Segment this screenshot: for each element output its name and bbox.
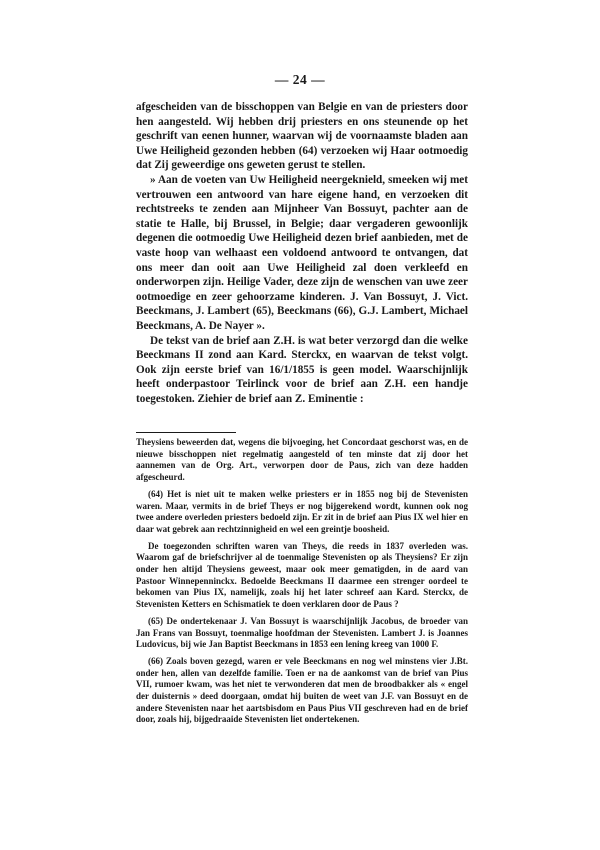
page-number: — 24 — — [274, 72, 326, 87]
footnote-66: (66) Zoals boven gezegd, waren er vele Beeckmans en nog wel minstens vier J.Bt. onder hen, allen van dezelfde familie. Toen er na de aankomst van de brief van Pius VII, rumoer kwam, was het niet te verwonderen dat men de broodbakker als « engel der duisternis » deed doorgaan, omdat hij buiten de weet van J.F. van Bossuyt en de andere Stevenisten naar het aartsbisdom en Paus Pius VII geschreven had en de brief door, zoals hij, bijgedraaide Stevenisten liet ondertekenen. — [136, 655, 468, 725]
footnote-64: (64) Het is niet uit te maken welke priesters er in 1855 nog bij de Stevenisten waren. Maar, vermits in de brief Theys er nog bijgerekend wordt, kunnen ook nog twee andere overleden priesters bedoeld zijn. Er zit in de brief aan Pius IX wel hier en daar wat gebrek aan rechtzinnigheid en wel een greintje boosheid. — [136, 488, 468, 534]
main-paragraph: » Aan de voeten van Uw Heiligheid neergeknield, smeeken wij met vertrouwen een antwoord van hare eigene hand, en verzoeken dit rechtstreeks te zenden aan Mijnheer Van Bossuyt, pachter aan de statie te Halle, bij Brussel, in Belgie; daar vergaderen gewoonlijk degenen die ootmoedig Uwe Heiligheid dezen brief aanbieden, met de vaste hoop van welhaast een voldoend antwoord te ontvangen, dat ons meer dan ooit aan Uwe Heiligheid zal doen verkleefd en onderworpen zijn. Heilige Vader, deze zijn de wenschen van uwe zeer ootmoedige en zeer gehoorzame kinderen. J. Van Bossuyt, J. Vict. Beeckmans, J. Lambert (65), Beeckmans (66), G.J. Lambert, Michael Beeckmans, A. De Nayer ». — [136, 173, 468, 332]
footnote-paragraph: De toegezonden schriften waren van Theys, die reeds in 1837 overleden was. Waarom gaf de briefschrijver al de toenmalige Stevenisten op als Theysiens? Er zijn onder hen altijd Theysiens geweest, maar ook meer gematigden, in de aard van Pastoor Winnepenninckx. Bedoelde Beeckmans II daarmee een strenger oordeel te bekomen van Pius IX, namelijk, zoals hij het later schreef aan Kard. Sterckx, de Stevenisten Ketters en Schismatiek te doen verklaren door de Paus ? — [136, 540, 468, 610]
footnote-65: (65) De ondertekenaar J. Van Bossuyt is waarschijnlijk Jacobus, de broeder van Jan Frans van Bossuyt, toenmalige hoofdman der Stevenisten. Lambert J. is Joannes Ludovicus, bij wie Jan Baptist Beeckmans in 1853 een lening kreeg van 1000 F. — [136, 615, 468, 650]
footnote-separator — [136, 432, 236, 433]
main-paragraph: afgescheiden van de bisschoppen van Belgie en van de priesters door hen aangesteld. Wij hebben drij priesters en ons steunende op het geschrift van eenen hunner, waarvan wij de voornaamste bladen aan Uwe Heiligheid gezonden hebben (64) verzoeken wij Haar ootmoedig dat Zij geweerdige ons geweten gerust te stellen. — [136, 101, 468, 172]
footnote-paragraph: Theysiens beweerden dat, wegens die bijvoeging, het Concordaat geschorst was, en de nieuwe bisschoppen niet regelmatig aangesteld of ten minste dat zij door het aannemen van de Org. Art., verworpen door de Paus, zich van deze hadden afgescheurd. — [136, 437, 468, 483]
footnotes — [136, 437, 468, 731]
main-text — [136, 100, 468, 406]
main-paragraph: De tekst van de brief aan Z.H. is wat beter verzorgd dan die welke Beeckmans II zond aan Kard. Sterckx, en waarvan de tekst volgt. Ook zijn eerste brief van 16/1/1855 is geen model. Waarschijnlijk heeft onderpastoor Teirlinck voor de brief aan Z.H. een handje toegestoken. Ziehier de brief aan Z. Eminentie : — [136, 334, 468, 405]
